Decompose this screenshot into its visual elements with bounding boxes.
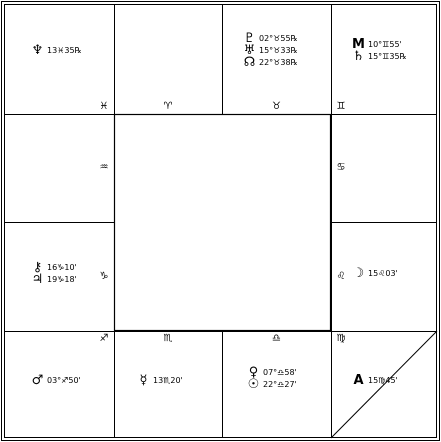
- capricorn-glyph: ♑: [99, 270, 109, 282]
- north-node-glyph: ☊: [243, 55, 256, 70]
- north-node-position: 22°♉38℞: [259, 58, 298, 67]
- house-cell-scorpio: [114, 331, 222, 438]
- saturn-position: 15°♊35℞: [368, 52, 407, 61]
- ascendant-glyph: A: [353, 373, 364, 388]
- gemini-glyph: ♊: [336, 101, 346, 112]
- moon-position: 15♌03': [368, 269, 398, 278]
- house-cell-virgo: [331, 331, 437, 438]
- jupiter-glyph: ♃: [31, 272, 44, 287]
- house-cell-aquarius: [4, 114, 114, 222]
- center-square: [115, 115, 331, 331]
- house-cell-libra: [222, 331, 331, 438]
- saturn-glyph: ♄: [352, 49, 365, 64]
- moon-glyph: ☽: [352, 266, 365, 281]
- planet-list-pisces: [30, 45, 82, 57]
- pluto-glyph: ♇: [243, 31, 256, 46]
- uranus-position: 15°♉33℞: [259, 46, 298, 55]
- house-cell-aries: [114, 5, 222, 114]
- neptune-glyph: ♆: [31, 43, 44, 58]
- planet-row-ascendant: [351, 375, 398, 387]
- house-cell-sagittarius: [4, 331, 114, 438]
- midheaven-glyph: M: [352, 37, 365, 52]
- sun-position: 22°♎27': [263, 380, 297, 389]
- planet-row-moon: [351, 268, 398, 280]
- pisces-glyph: ♓: [99, 101, 109, 112]
- planet-list-virgo: [351, 375, 398, 387]
- house-cell-cancer: [331, 114, 437, 222]
- chiron-glyph: ⚷: [32, 260, 43, 275]
- venus-position: 07°♎58': [263, 368, 297, 377]
- libra-glyph: ♎: [272, 333, 281, 344]
- planet-list-gemini: [351, 39, 407, 63]
- house-cell-pisces: [4, 5, 114, 114]
- planet-row-neptune: [30, 45, 82, 57]
- house-cell-taurus: [222, 5, 331, 114]
- ascendant-position: 15♍45': [368, 376, 398, 385]
- mars-position: 03°♐50': [47, 376, 81, 385]
- uranus-glyph: ♅: [243, 43, 256, 58]
- planet-row-mars: [30, 375, 81, 387]
- chiron-position: 16♑10': [47, 263, 77, 272]
- taurus-glyph: ♉: [272, 101, 281, 112]
- planet-row-north-node: [242, 57, 298, 69]
- planet-row-sun: [246, 379, 297, 391]
- neptune-position: 13♓35℞: [47, 46, 82, 55]
- virgo-glyph: ♍: [336, 333, 346, 344]
- aquarius-glyph: ♒: [99, 162, 109, 173]
- pluto-position: 02°♉55℞: [259, 34, 298, 43]
- planet-list-capricorn: [30, 262, 77, 286]
- house-cell-capricorn: [4, 222, 114, 331]
- mercury-glyph: ☿: [139, 373, 148, 388]
- aries-glyph: ♈: [163, 101, 173, 112]
- house-cell-gemini: [331, 5, 437, 114]
- planet-list-sagittarius: [30, 375, 81, 387]
- planet-list-libra: [246, 367, 297, 391]
- planet-list-leo: [351, 268, 398, 280]
- planet-row-mercury: [136, 375, 183, 387]
- leo-glyph: ♌: [336, 270, 346, 282]
- planet-row-jupiter: [30, 274, 77, 286]
- planet-list-scorpio: [136, 375, 183, 387]
- house-cell-leo: [331, 222, 437, 331]
- venus-glyph: ♀: [248, 365, 259, 380]
- jupiter-position: 19♑18': [47, 275, 77, 284]
- midheaven-position: 10°♊55': [368, 40, 402, 49]
- sun-glyph: ☉: [247, 377, 260, 392]
- planet-row-saturn: [351, 51, 407, 63]
- cancer-glyph: ♋: [336, 162, 346, 173]
- scorpio-glyph: ♏: [163, 333, 173, 344]
- mars-glyph: ♂: [31, 373, 44, 388]
- sagittarius-glyph: ♐: [99, 333, 109, 344]
- planet-list-taurus: [242, 33, 298, 69]
- mercury-position: 13♏20': [153, 376, 183, 385]
